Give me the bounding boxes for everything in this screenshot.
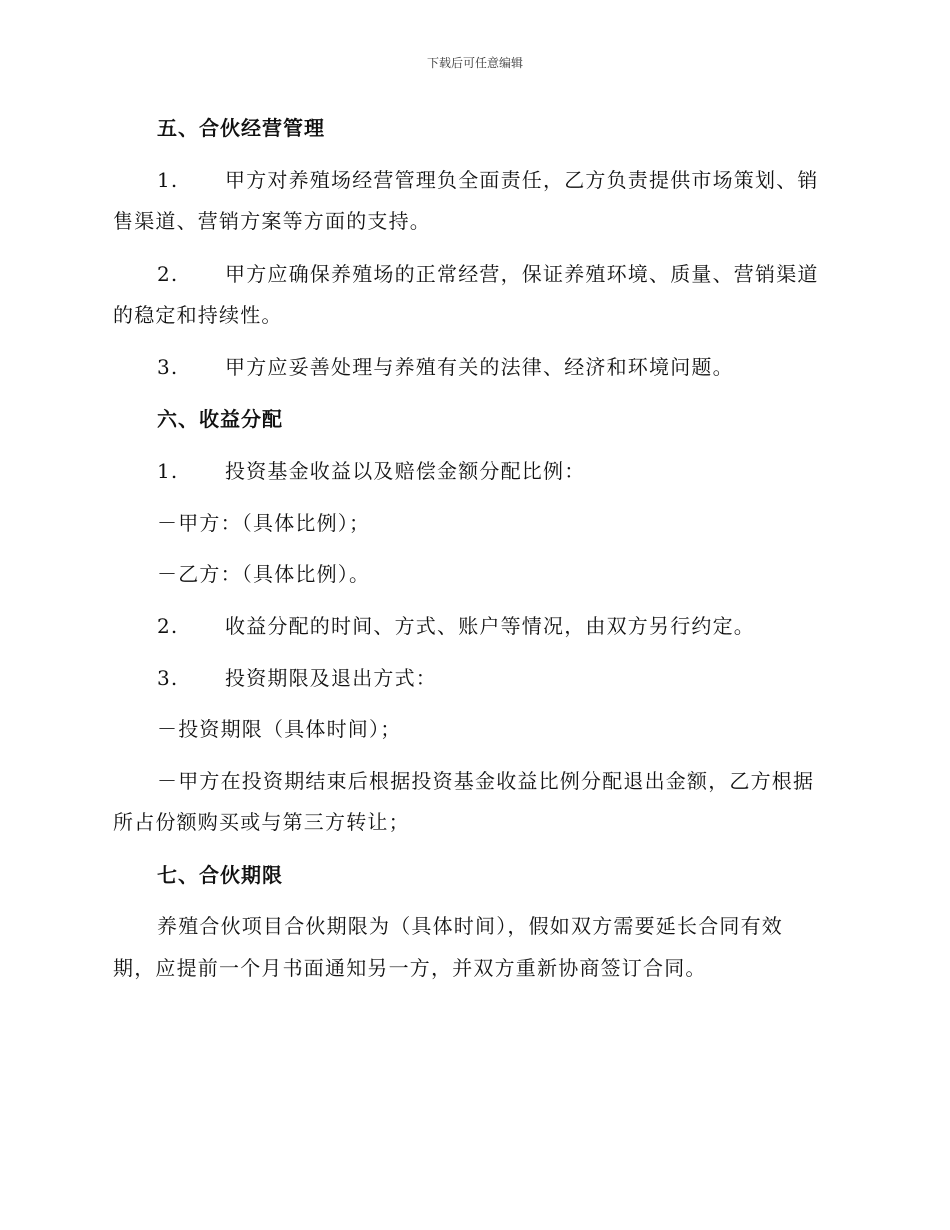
list-item xyxy=(157,457,887,485)
sub-item: －甲方：（具体比例）； xyxy=(157,511,371,535)
list-item xyxy=(157,353,887,381)
list-item xyxy=(157,260,887,288)
item-text: 收益分配的时间、方式、账户等情况，由双方另行约定。 xyxy=(225,614,755,638)
item-text-continuation: 售渠道、营销方案等方面的支持。 xyxy=(113,209,431,233)
item-text: 甲方应妥善处理与养殖有关的法律、经济和环境问题。 xyxy=(225,355,734,379)
sub-item: －投资期限（具体时间）； xyxy=(157,717,402,741)
section-heading-5: 五、合伙经营管理 xyxy=(157,116,325,140)
item-text: 甲方对养殖场经营管理负全面责任，乙方负责提供市场策划、销 xyxy=(225,168,819,192)
sub-item: －乙方：（具体比例）。 xyxy=(157,562,371,586)
list-item xyxy=(157,166,887,194)
sub-item-continuation: 所占份额购买或与第三方转让； xyxy=(113,810,410,834)
item-text-continuation: 的稳定和持续性。 xyxy=(113,303,283,327)
item-number: 1. xyxy=(157,168,179,192)
sub-item: －甲方在投资期结束后根据投资基金收益比例分配退出金额，乙方根据 xyxy=(157,769,815,793)
list-item xyxy=(157,612,887,640)
item-text: 甲方应确保养殖场的正常经营，保证养殖环境、质量、营销渠道 xyxy=(225,262,819,286)
item-number: 2. xyxy=(157,262,179,286)
item-number: 1. xyxy=(157,459,179,483)
item-text: 投资期限及退出方式： xyxy=(225,666,437,690)
section-heading-6: 六、收益分配 xyxy=(157,407,283,431)
section-heading-7: 七、合伙期限 xyxy=(157,863,283,887)
item-number: 3. xyxy=(157,355,179,379)
item-text: 投资基金收益以及赔偿金额分配比例： xyxy=(225,459,586,483)
paragraph: 养殖合伙项目合伙期限为（具体时间），假如双方需要延长合同有效 xyxy=(157,914,783,938)
page-header: 下载后可任意编辑 xyxy=(426,56,523,70)
item-number: 2. xyxy=(157,614,179,638)
paragraph-continuation: 期，应提前一个月书面通知另一方，并双方重新协商签订合同。 xyxy=(113,956,707,980)
list-item xyxy=(157,664,887,692)
item-number: 3. xyxy=(157,666,179,690)
